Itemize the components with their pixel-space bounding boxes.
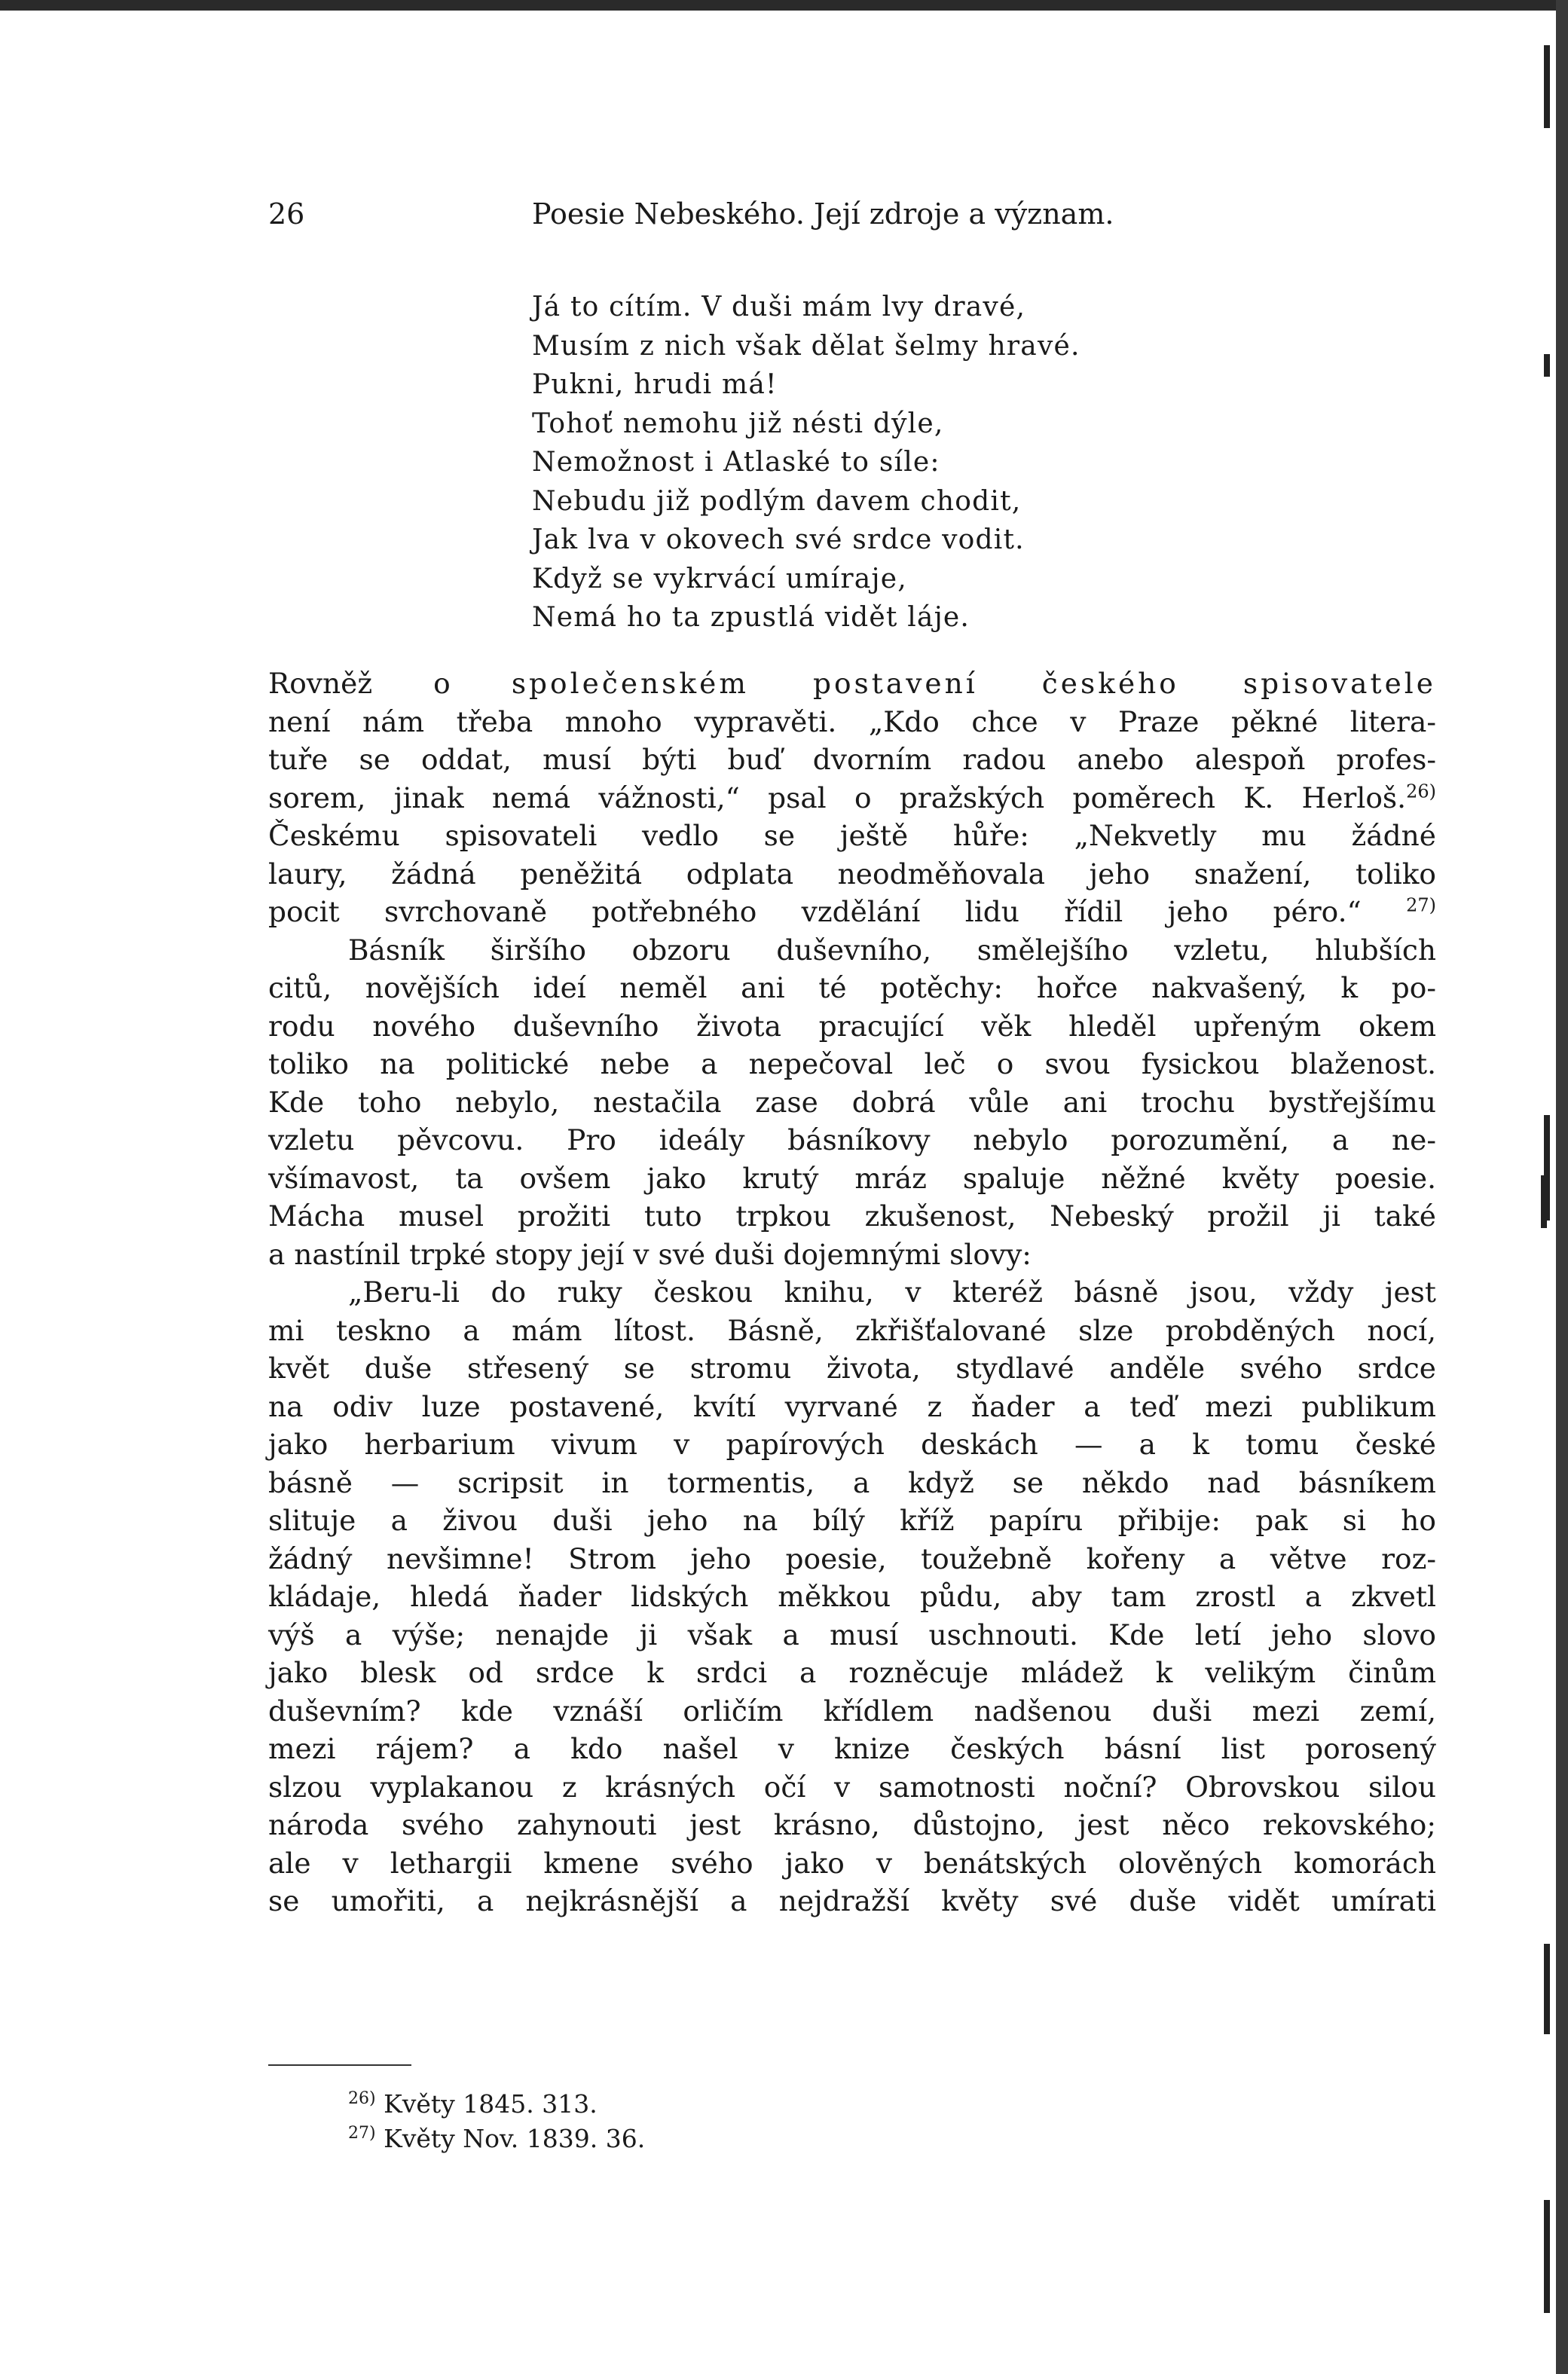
paragraph-line: mezi rájem? a kdo našel v knize českých básní list porosený: [268, 1732, 1436, 1765]
paragraph-line: žádný nevšimne! Strom jeho poesie, toužebně kořeny a větve roz-: [268, 1541, 1436, 1575]
text-run: sorem, jinak nemá vážnosti,“ psal o pražských poměrech K. Herloš.: [268, 781, 1407, 814]
paragraph-line: Mácha musel prožiti tuto trpkou zkušenost, Nebeský prožil ji také: [268, 1199, 1436, 1233]
footnote-ref: 26): [1406, 781, 1436, 802]
paragraph-line: květ duše střesený se stromu života, stydlavé anděle svého srdce: [268, 1352, 1436, 1385]
paragraph-line: všímavost, ta ovšem jako krutý mráz spaluje něžné květy poesie.: [268, 1161, 1436, 1195]
paragraph-line: se umořiti, a nejkrásnější a nejdražší květy své duše vidět umírati: [268, 1884, 1436, 1917]
footnote-text: Květy Nov. 1839. 36.: [384, 2124, 646, 2153]
footnote-mark: 26): [348, 2089, 376, 2108]
paragraph-line: vzletu pěvcovu. Pro ideály básníkovy nebylo porozumění, a ne-: [268, 1123, 1436, 1156]
paragraph-line: rodu nového duševního života pracující věk hleděl upřeným okem: [268, 1009, 1436, 1043]
paragraph-line: na odiv luze postavené, kvítí vyrvané z ňader a teď mezi publikum: [268, 1389, 1436, 1423]
verse-line: Pukni, hrudi má!: [532, 369, 778, 400]
paragraph-line: básně — scripsit in tormentis, a když se někdo nad básníkem: [268, 1465, 1436, 1499]
verse-line: Nemá ho ta zpustlá vidět láje.: [532, 602, 970, 633]
verse-line: Když se vykrvácí umíraje,: [532, 563, 907, 594]
footnote: [348, 2122, 645, 2156]
paragraph-line: jako herbarium vivum v papírových deskách — a k tomu české: [268, 1428, 1436, 1461]
scan-top-edge: [0, 0, 1568, 11]
text-run: Rovněž o: [268, 667, 451, 700]
paragraph-line: Básník širšího obzoru duševního, smělejšího vzletu, hlubších: [348, 933, 1436, 967]
running-title: Poesie Nebeského. Její zdroje a význam.: [532, 197, 1114, 231]
page-number: 26: [268, 197, 305, 231]
verse-line: Nebudu již podlým davem chodit,: [532, 485, 1022, 517]
paragraph-line: citů, novějších ideí neměl ani té potěchy: hořce nakvašený, k po-: [268, 971, 1436, 1004]
paragraph-line: slituje a živou duši jeho na bílý kříž papíru přibije: pak si ho: [268, 1504, 1436, 1537]
paragraph-line: tuře se oddat, musí býti buď dvorním radou anebo alespoň profes-: [268, 743, 1436, 776]
footnote: [348, 2087, 645, 2122]
paragraph-line: kládaje, hledá ňader lidských měkkou půdu, aby tam zrostl a zkvetl: [268, 1580, 1436, 1613]
paragraph-line: a nastínil trpké stopy její v své duši dojemnými slovy:: [268, 1237, 1032, 1271]
paragraph-line: slzou vyplakanou z krásných očí v samotnosti noční? Obrovskou silou: [268, 1770, 1436, 1804]
footnote-mark: 27): [348, 2124, 376, 2143]
paragraph-line: laury, žádná peněžitá odplata neodměňovala jeho snažení, toliko: [268, 857, 1436, 891]
footnote-ref: 27): [1406, 894, 1437, 916]
verse-line: Já to cítím. V duši mám lvy dravé,: [532, 292, 1026, 322]
footnotes: [348, 2087, 645, 2156]
paragraph-line: Českému spisovateli vedlo se ještě hůře: „Nekvetly mu žádné: [268, 819, 1436, 852]
paragraph-line: národa svého zahynouti jest krásno, důstojno, jest něco rekovského;: [268, 1808, 1436, 1841]
paragraph-line: mi teskno a mám lítost. Básně, zkřišťalované slze probděných nocí,: [268, 1313, 1436, 1347]
paragraph-line: jako blesk od srdce k srdci a rozněcuje mládež k velikým činům: [268, 1656, 1436, 1689]
scan-edge-marks: [1535, 0, 1550, 2374]
paragraph-line: [268, 665, 1436, 703]
verse-line: Jak lva v okovech své srdce vodit.: [532, 524, 1025, 555]
book-page: [268, 181, 1436, 2290]
paragraph-line: není nám třeba mnoho vypravěti. „Kdo chce v Praze pěkné litera-: [268, 704, 1436, 738]
body-text: [268, 665, 1436, 1920]
scan-right-edge: [1556, 0, 1568, 2374]
paragraph-line: [268, 893, 1436, 931]
spaced-text: společenském postavení českého spisovatele: [511, 667, 1436, 700]
paragraph-line: [268, 779, 1436, 817]
paragraph-line: „Beru-li do ruky českou knihu, v kteréž básně jsou, vždy jest: [348, 1276, 1436, 1309]
footnote-text: Květy 1845. 313.: [384, 2089, 598, 2119]
paragraph-line: toliko na politické nebe a nepečoval leč o svou fysickou blaženost.: [268, 1047, 1436, 1080]
verse-line: Tohoť nemohu již nésti dýle,: [532, 408, 944, 439]
verse-line: Musím z nich však dělat šelmy hravé.: [532, 330, 1080, 362]
verse-quote: [532, 288, 1080, 637]
paragraph-line: Kde toho nebylo, nestačila zase dobrá vůle ani trochu bystřejšímu: [268, 1085, 1436, 1119]
text-run: pocit svrchovaně potřebného vzdělání lidu řídil jeho péro.“: [268, 895, 1362, 928]
verse-line: Nemožnost i Atlaské to síle:: [532, 447, 940, 478]
paragraph-line: výš a výše; nenajde ji však a musí uschnouti. Kde letí jeho slovo: [268, 1618, 1436, 1651]
paragraph-line: duševním? kde vznáší orličím křídlem nadšenou duši mezi zemí,: [268, 1694, 1436, 1728]
footnote-divider: [268, 2064, 411, 2066]
paragraph-line: ale v lethargii kmene svého jako v benátských olověných komorách: [268, 1846, 1436, 1880]
